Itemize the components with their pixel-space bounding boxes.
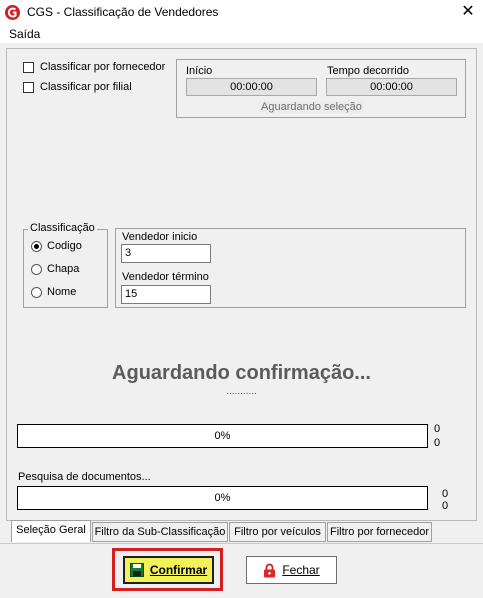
classification-legend: Classificação [30, 222, 95, 234]
tab-label: Filtro por veículos [234, 526, 321, 538]
button-bar [0, 543, 483, 598]
document-search-label: Pesquisa de documentos... [18, 471, 151, 483]
tab-selecao-geral[interactable] [11, 520, 91, 542]
status-heading: Aguardando confirmação... [112, 362, 371, 384]
radio-codigo-label: Codigo [47, 240, 82, 252]
title-bar [0, 0, 483, 26]
tab-filtro-fornecedor[interactable] [327, 522, 432, 542]
start-time-field: 00:00:00 [186, 78, 317, 96]
seller-start-label: Vendedor inicio [122, 231, 198, 243]
menu-item-saida[interactable]: Saída [9, 27, 41, 41]
close-window-icon[interactable]: ✕ [461, 3, 475, 20]
elapsed-time-label: Tempo decorrido [327, 65, 409, 77]
radio-chapa[interactable] [31, 264, 42, 275]
start-time-label: Início [186, 65, 213, 77]
confirm-button[interactable] [123, 556, 214, 584]
progress-docs-counter-top: 0 [442, 488, 449, 500]
tab-filtro-sub-classificacao[interactable] [92, 522, 228, 542]
radio-chapa-label: Chapa [47, 263, 80, 275]
radio-nome-label: Nome [47, 286, 77, 298]
seller-end-label: Vendedor término [122, 271, 209, 283]
radio-codigo[interactable] [31, 241, 42, 252]
classify-by-branch-label: Classificar por filial [40, 81, 132, 93]
progress-main-counter-bottom: 0 [434, 437, 441, 449]
radio-nome[interactable] [31, 287, 42, 298]
progress-docs-counter-bottom: 0 [442, 500, 449, 512]
progress-bar-documents [17, 486, 428, 510]
save-icon [130, 563, 144, 577]
progress-bar-main-text: 0% [214, 430, 231, 442]
seller-start-input[interactable]: 3 [121, 244, 211, 263]
progress-main-counter-top: 0 [434, 423, 441, 435]
elapsed-time-field: 00:00:00 [326, 78, 457, 96]
radio-selected-dot [34, 244, 39, 249]
tab-filtro-veiculos[interactable] [229, 522, 326, 542]
timer-status-text: Aguardando seleção [261, 101, 362, 113]
tab-label: Seleção Geral [16, 524, 86, 536]
menu-bar [0, 26, 483, 43]
close-button[interactable] [246, 556, 337, 584]
progress-bar-main [17, 424, 428, 448]
confirm-button-label: Confirmar [149, 563, 208, 577]
close-button-label: Fechar [282, 563, 320, 577]
classify-by-branch-checkbox[interactable] [23, 82, 34, 93]
classify-by-supplier-checkbox[interactable] [23, 62, 34, 73]
tab-label: Filtro da Sub-Classificação [94, 526, 226, 538]
status-dots: ........... [226, 386, 257, 397]
progress-bar-documents-text: 0% [214, 492, 231, 504]
seller-end-input[interactable]: 15 [121, 285, 211, 304]
app-logo-icon [5, 5, 20, 20]
classify-by-supplier-label: Classificar por fornecedor [40, 61, 166, 73]
lock-icon [263, 563, 276, 578]
tab-label: Filtro por fornecedor [329, 526, 430, 538]
window-title: CGS - Classificação de Vendedores [27, 5, 219, 19]
